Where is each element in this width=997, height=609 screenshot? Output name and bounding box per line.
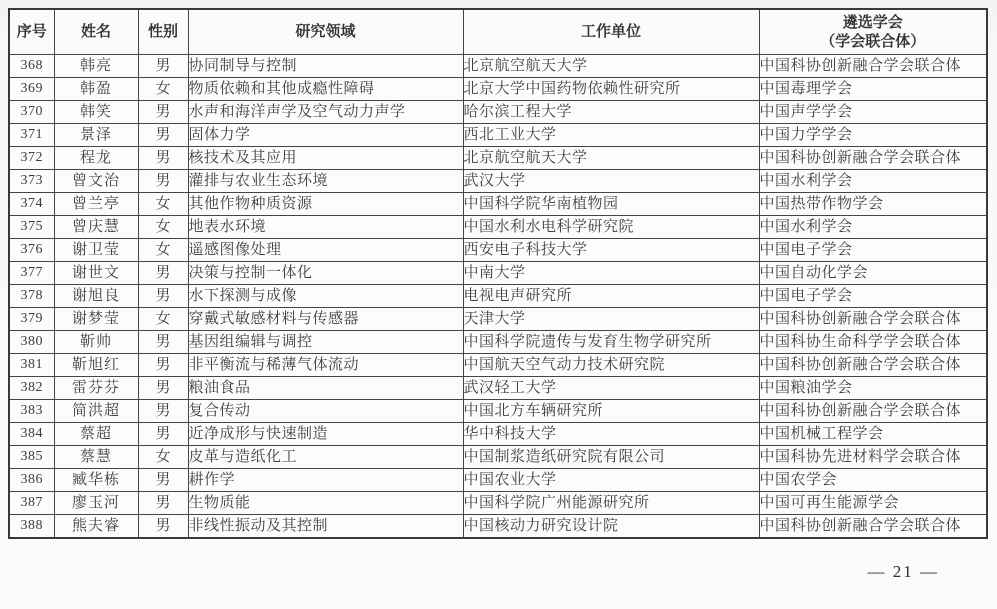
page-number: — 21 — — [867, 562, 939, 581]
table-body — [9, 54, 987, 538]
cell-research-field: 水声和海洋声学及空气动力声学 — [188, 100, 463, 123]
cell-research-field: 核技术及其应用 — [188, 146, 463, 169]
cell-work-unit: 北京航空航天大学 — [463, 146, 759, 169]
cell-research-field: 遥感图像处理 — [188, 238, 463, 261]
cell-research-field: 其他作物种质资源 — [188, 192, 463, 215]
cell-society: 中国科协创新融合学会联合体 — [759, 399, 987, 422]
table-row — [9, 146, 987, 169]
cell-work-unit: 中国核动力研究设计院 — [463, 514, 759, 538]
cell-work-unit: 中国科学院广州能源研究所 — [463, 491, 759, 514]
cell-name: 臧华栋 — [54, 468, 138, 491]
table-row — [9, 307, 987, 330]
cell-research-field: 粮油食品 — [188, 376, 463, 399]
cell-society: 中国水利学会 — [759, 215, 987, 238]
cell-serial-no: 387 — [9, 491, 54, 514]
cell-gender: 女 — [138, 238, 188, 261]
cell-gender: 男 — [138, 376, 188, 399]
cell-serial-no: 378 — [9, 284, 54, 307]
roster-table-container — [8, 8, 988, 539]
cell-society: 中国科协生命科学学会联合体 — [759, 330, 987, 353]
cell-serial-no: 381 — [9, 353, 54, 376]
cell-serial-no: 385 — [9, 445, 54, 468]
cell-research-field: 近净成形与快速制造 — [188, 422, 463, 445]
cell-work-unit: 中国制浆造纸研究院有限公司 — [463, 445, 759, 468]
cell-name: 雷芬芬 — [54, 376, 138, 399]
cell-research-field: 协同制导与控制 — [188, 54, 463, 77]
cell-society: 中国科协先进材料学会联合体 — [759, 445, 987, 468]
header-society-line1: 遴选学会 — [842, 13, 903, 31]
cell-gender: 男 — [138, 169, 188, 192]
cell-gender: 女 — [138, 445, 188, 468]
cell-gender: 男 — [138, 100, 188, 123]
cell-gender: 女 — [138, 215, 188, 238]
cell-research-field: 决策与控制一体化 — [188, 261, 463, 284]
cell-work-unit: 中南大学 — [463, 261, 759, 284]
cell-work-unit: 天津大学 — [463, 307, 759, 330]
table-row — [9, 514, 987, 538]
table-row — [9, 169, 987, 192]
header-society-line2: （学会联合体） — [820, 32, 926, 50]
table-row — [9, 284, 987, 307]
selection-roster-table — [8, 8, 988, 539]
table-row — [9, 422, 987, 445]
cell-name: 简洪超 — [54, 399, 138, 422]
cell-name: 靳帅 — [54, 330, 138, 353]
table-row — [9, 77, 987, 100]
cell-gender: 男 — [138, 399, 188, 422]
table-row — [9, 192, 987, 215]
cell-research-field: 固体力学 — [188, 123, 463, 146]
cell-work-unit: 武汉轻工大学 — [463, 376, 759, 399]
cell-society: 中国科协创新融合学会联合体 — [759, 307, 987, 330]
cell-gender: 男 — [138, 353, 188, 376]
cell-research-field: 耕作学 — [188, 468, 463, 491]
cell-research-field: 水下探测与成像 — [188, 284, 463, 307]
table-row — [9, 399, 987, 422]
cell-serial-no: 382 — [9, 376, 54, 399]
table-row — [9, 491, 987, 514]
cell-gender: 男 — [138, 284, 188, 307]
cell-name: 谢世文 — [54, 261, 138, 284]
cell-work-unit: 西安电子科技大学 — [463, 238, 759, 261]
header-research-field: 研究领域 — [188, 9, 463, 54]
cell-serial-no: 379 — [9, 307, 54, 330]
cell-society: 中国科协创新融合学会联合体 — [759, 146, 987, 169]
cell-name: 曾兰亭 — [54, 192, 138, 215]
cell-work-unit: 电视电声研究所 — [463, 284, 759, 307]
cell-name: 程龙 — [54, 146, 138, 169]
cell-name: 曾庆慧 — [54, 215, 138, 238]
header-gender: 性别 — [138, 9, 188, 54]
cell-research-field: 非线性振动及其控制 — [188, 514, 463, 538]
table-row — [9, 238, 987, 261]
cell-society: 中国自动化学会 — [759, 261, 987, 284]
cell-research-field: 皮革与造纸化工 — [188, 445, 463, 468]
cell-society: 中国可再生能源学会 — [759, 491, 987, 514]
table-header-row — [9, 9, 987, 54]
cell-name: 韩盈 — [54, 77, 138, 100]
cell-work-unit: 西北工业大学 — [463, 123, 759, 146]
cell-name: 谢旭良 — [54, 284, 138, 307]
cell-serial-no: 372 — [9, 146, 54, 169]
cell-society: 中国科协创新融合学会联合体 — [759, 514, 987, 538]
cell-work-unit: 中国科学院遗传与发育生物学研究所 — [463, 330, 759, 353]
cell-gender: 男 — [138, 261, 188, 284]
cell-gender: 男 — [138, 146, 188, 169]
cell-serial-no: 370 — [9, 100, 54, 123]
cell-serial-no: 371 — [9, 123, 54, 146]
cell-research-field: 基因组编辑与调控 — [188, 330, 463, 353]
cell-society: 中国力学学会 — [759, 123, 987, 146]
cell-society: 中国机械工程学会 — [759, 422, 987, 445]
cell-society: 中国农学会 — [759, 468, 987, 491]
cell-work-unit: 中国农业大学 — [463, 468, 759, 491]
cell-serial-no: 376 — [9, 238, 54, 261]
cell-serial-no: 373 — [9, 169, 54, 192]
cell-work-unit: 华中科技大学 — [463, 422, 759, 445]
cell-name: 景泽 — [54, 123, 138, 146]
cell-serial-no: 388 — [9, 514, 54, 538]
cell-serial-no: 386 — [9, 468, 54, 491]
cell-research-field: 生物质能 — [188, 491, 463, 514]
cell-gender: 男 — [138, 330, 188, 353]
cell-name: 靳旭红 — [54, 353, 138, 376]
cell-research-field: 非平衡流与稀薄气体流动 — [188, 353, 463, 376]
cell-work-unit: 中国北方车辆研究所 — [463, 399, 759, 422]
cell-society: 中国声学学会 — [759, 100, 987, 123]
header-society — [759, 9, 987, 54]
cell-name: 蔡慧 — [54, 445, 138, 468]
cell-society: 中国电子学会 — [759, 238, 987, 261]
cell-serial-no: 384 — [9, 422, 54, 445]
cell-society: 中国科协创新融合学会联合体 — [759, 353, 987, 376]
cell-serial-no: 380 — [9, 330, 54, 353]
cell-gender: 男 — [138, 491, 188, 514]
cell-serial-no: 383 — [9, 399, 54, 422]
cell-work-unit: 中国水利水电科学研究院 — [463, 215, 759, 238]
header-serial-no: 序号 — [9, 9, 54, 54]
cell-serial-no: 375 — [9, 215, 54, 238]
cell-name: 谢卫莹 — [54, 238, 138, 261]
cell-work-unit: 北京航空航天大学 — [463, 54, 759, 77]
header-name: 姓名 — [54, 9, 138, 54]
cell-society: 中国粮油学会 — [759, 376, 987, 399]
cell-name: 蔡超 — [54, 422, 138, 445]
cell-research-field: 灌排与农业生态环境 — [188, 169, 463, 192]
cell-gender: 男 — [138, 54, 188, 77]
cell-gender: 男 — [138, 123, 188, 146]
cell-research-field: 地表水环境 — [188, 215, 463, 238]
cell-gender: 男 — [138, 514, 188, 538]
table-row — [9, 215, 987, 238]
cell-research-field: 复合传动 — [188, 399, 463, 422]
cell-name: 韩笑 — [54, 100, 138, 123]
cell-name: 曾文治 — [54, 169, 138, 192]
cell-society: 中国热带作物学会 — [759, 192, 987, 215]
table-row — [9, 445, 987, 468]
table-row — [9, 353, 987, 376]
cell-name: 廖玉河 — [54, 491, 138, 514]
cell-serial-no: 369 — [9, 77, 54, 100]
cell-society: 中国毒理学会 — [759, 77, 987, 100]
cell-gender: 女 — [138, 77, 188, 100]
cell-serial-no: 368 — [9, 54, 54, 77]
cell-gender: 男 — [138, 468, 188, 491]
cell-society: 中国水利学会 — [759, 169, 987, 192]
cell-work-unit: 北京大学中国药物依赖性研究所 — [463, 77, 759, 100]
cell-work-unit: 中国航天空气动力技术研究院 — [463, 353, 759, 376]
table-row — [9, 54, 987, 77]
table-row — [9, 261, 987, 284]
table-row — [9, 100, 987, 123]
cell-research-field: 物质依赖和其他成瘾性障碍 — [188, 77, 463, 100]
cell-gender: 女 — [138, 192, 188, 215]
cell-society: 中国科协创新融合学会联合体 — [759, 54, 987, 77]
cell-gender: 女 — [138, 307, 188, 330]
cell-work-unit: 哈尔滨工程大学 — [463, 100, 759, 123]
cell-serial-no: 374 — [9, 192, 54, 215]
cell-work-unit: 武汉大学 — [463, 169, 759, 192]
table-row — [9, 468, 987, 491]
table-row — [9, 376, 987, 399]
cell-serial-no: 377 — [9, 261, 54, 284]
cell-name: 韩亮 — [54, 54, 138, 77]
table-row — [9, 123, 987, 146]
cell-research-field: 穿戴式敏感材料与传感器 — [188, 307, 463, 330]
cell-society: 中国电子学会 — [759, 284, 987, 307]
header-work-unit: 工作单位 — [463, 9, 759, 54]
table-row — [9, 330, 987, 353]
cell-name: 熊夫睿 — [54, 514, 138, 538]
cell-work-unit: 中国科学院华南植物园 — [463, 192, 759, 215]
cell-name: 谢梦莹 — [54, 307, 138, 330]
cell-gender: 男 — [138, 422, 188, 445]
